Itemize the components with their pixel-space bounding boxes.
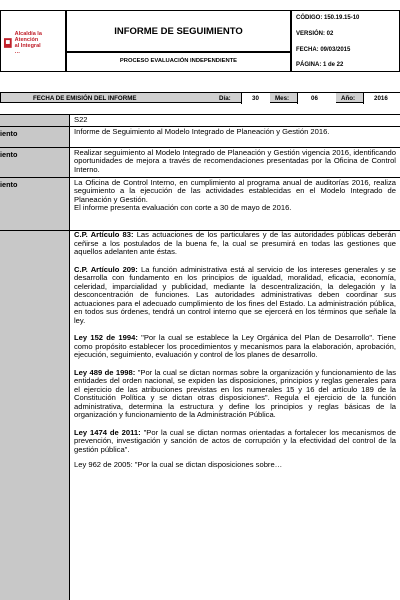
month-label: Mes: <box>275 94 290 102</box>
page-label: PÁGINA: 1 de 22 <box>296 62 344 68</box>
document-title: INFORME DE SEGUIMIENTO <box>114 26 243 37</box>
table-row <box>0 177 400 230</box>
code-label: CÓDIGO: 150.19.15-10 <box>296 15 360 21</box>
legal-text: "Por la cual se establece la Ley Orgánica del Plan de Desarrollo". Tiene como propósito establecer los procedimientos y mecanismos para la elaboración, aprobación, ejecución, seguimiento, evaluación y control de los planes de desarrollo. <box>74 333 396 359</box>
row-label <box>0 231 70 600</box>
table-row <box>0 114 400 126</box>
legal-ref: C.P. Artículo 83: <box>74 230 134 239</box>
table-row <box>0 230 400 600</box>
row-value-line: La Oficina de Control Interno, en cumplimiento al programa anual de auditorías 2016, realiza seguimiento a la ejecución de las actividades establecidas en el Modelo Integrado de Planeación y Gestión. <box>74 178 396 204</box>
row-label: iento <box>0 127 70 147</box>
truncated-line: Ley 962 de 2005: "Por la cual se dictan disposiciones sobre… <box>74 460 283 469</box>
row-value: Realizar seguimiento al Modelo Integrado de Planeación y Gestión vigencia 2016, identificando oportunidades de mejora a través de recomendaciones presentadas por la Oficina de Control Interno. <box>74 148 396 174</box>
year-value: 2016 <box>374 94 388 102</box>
month-value: 06 <box>311 94 318 102</box>
row-value: S22 <box>74 115 88 124</box>
report-table <box>0 114 400 600</box>
version-label: VERSIÓN: 02 <box>296 31 334 37</box>
issue-date-row <box>0 92 400 103</box>
legal-text: "Por la cual se dictan normas sobre la organización y funcionamiento de las entidades del orden nacional, se expiden las disposiciones, principios y reglas generales para el ejercicio de las atribuciones previstas en los numerales 15 y 16 del artículo 189 de la Constitución Política y se dictan otras disposiciones". Regula el ejercicio de la función administrativa, determina la estructura y define los principios y reglas básicas de la organización y funcionamiento de la Administración Pública. <box>74 367 396 419</box>
legal-framework <box>74 231 396 479</box>
legal-paragraph <box>74 334 396 360</box>
row-value <box>74 179 396 213</box>
legal-paragraph <box>74 369 396 420</box>
logo-text: Alcaldía la Atención al Integral … <box>14 31 42 55</box>
subtitle-cell <box>66 52 291 72</box>
table-row <box>0 147 400 177</box>
legal-ref: Ley 489 de 1998: <box>74 367 136 377</box>
legal-paragraph <box>74 231 396 257</box>
legal-text: "Por la cual se dictan normas orientadas a fortalecer los mecanismos de prevención, investigación y sanción de actos de corrupción y la efectividad del control de la gestión pública". <box>74 427 396 454</box>
year-label: Año: <box>341 94 356 102</box>
month-value-box <box>297 93 336 104</box>
issue-date-label: FECHA DE EMISIÓN DEL INFORME <box>33 94 137 102</box>
row-label <box>0 115 70 126</box>
year-value-box <box>363 93 400 104</box>
row-value-line: El informe presenta evaluación con corte a 30 de mayo de 2016. <box>74 203 292 213</box>
logo-cell <box>0 10 66 72</box>
date-label: FECHA: 09/03/2015 <box>296 47 351 53</box>
logo-emblem-icon <box>3 37 13 49</box>
legal-ref: Ley 1474 de 2011: <box>74 427 141 437</box>
legal-text: Las actuaciones de los particulares y de las autoridades públicas deberán ceñirse a los postulados de la buena fe, la cual se presumirá en todas las gestiones que aquellos adelanten ante éstas. <box>74 230 397 256</box>
row-value: Informe de Seguimiento al Modelo Integrado de Planeación y Gestión 2016. <box>74 127 330 136</box>
title-cell <box>66 10 291 52</box>
process-subtitle: PROCESO EVALUACIÓN INDEPENDIENTE <box>119 58 238 64</box>
meta-cell <box>291 10 400 72</box>
table-row <box>0 126 400 147</box>
logo <box>3 31 65 55</box>
row-label: iento <box>0 148 70 177</box>
day-value: 30 <box>252 94 259 102</box>
legal-text: La función administrativa está al servicio de los intereses generales y se desarrolla con fundamento en los principios de igualdad, moralidad, eficacia, economía, celeridad, imparcialidad y publicidad, mediante la descentralización, la delegación y la desconcentración de funciones. Las autoridades administrativas deben coordinar sus actuaciones para el adecuado cumplimiento de los fines del Estado. La administración pública, en todos sus órdenes, tendrá un control interno que se ejercerá en los términos que señale la ley. <box>74 264 396 325</box>
legal-ref: C.P. Artículo 209: <box>74 264 138 274</box>
row-label: iento <box>0 178 70 230</box>
day-label: Día: <box>219 94 231 102</box>
day-value-box <box>241 93 270 104</box>
legal-paragraph <box>74 266 396 326</box>
legal-ref: Ley 152 de 1994: <box>74 333 138 342</box>
legal-paragraph <box>74 429 396 455</box>
